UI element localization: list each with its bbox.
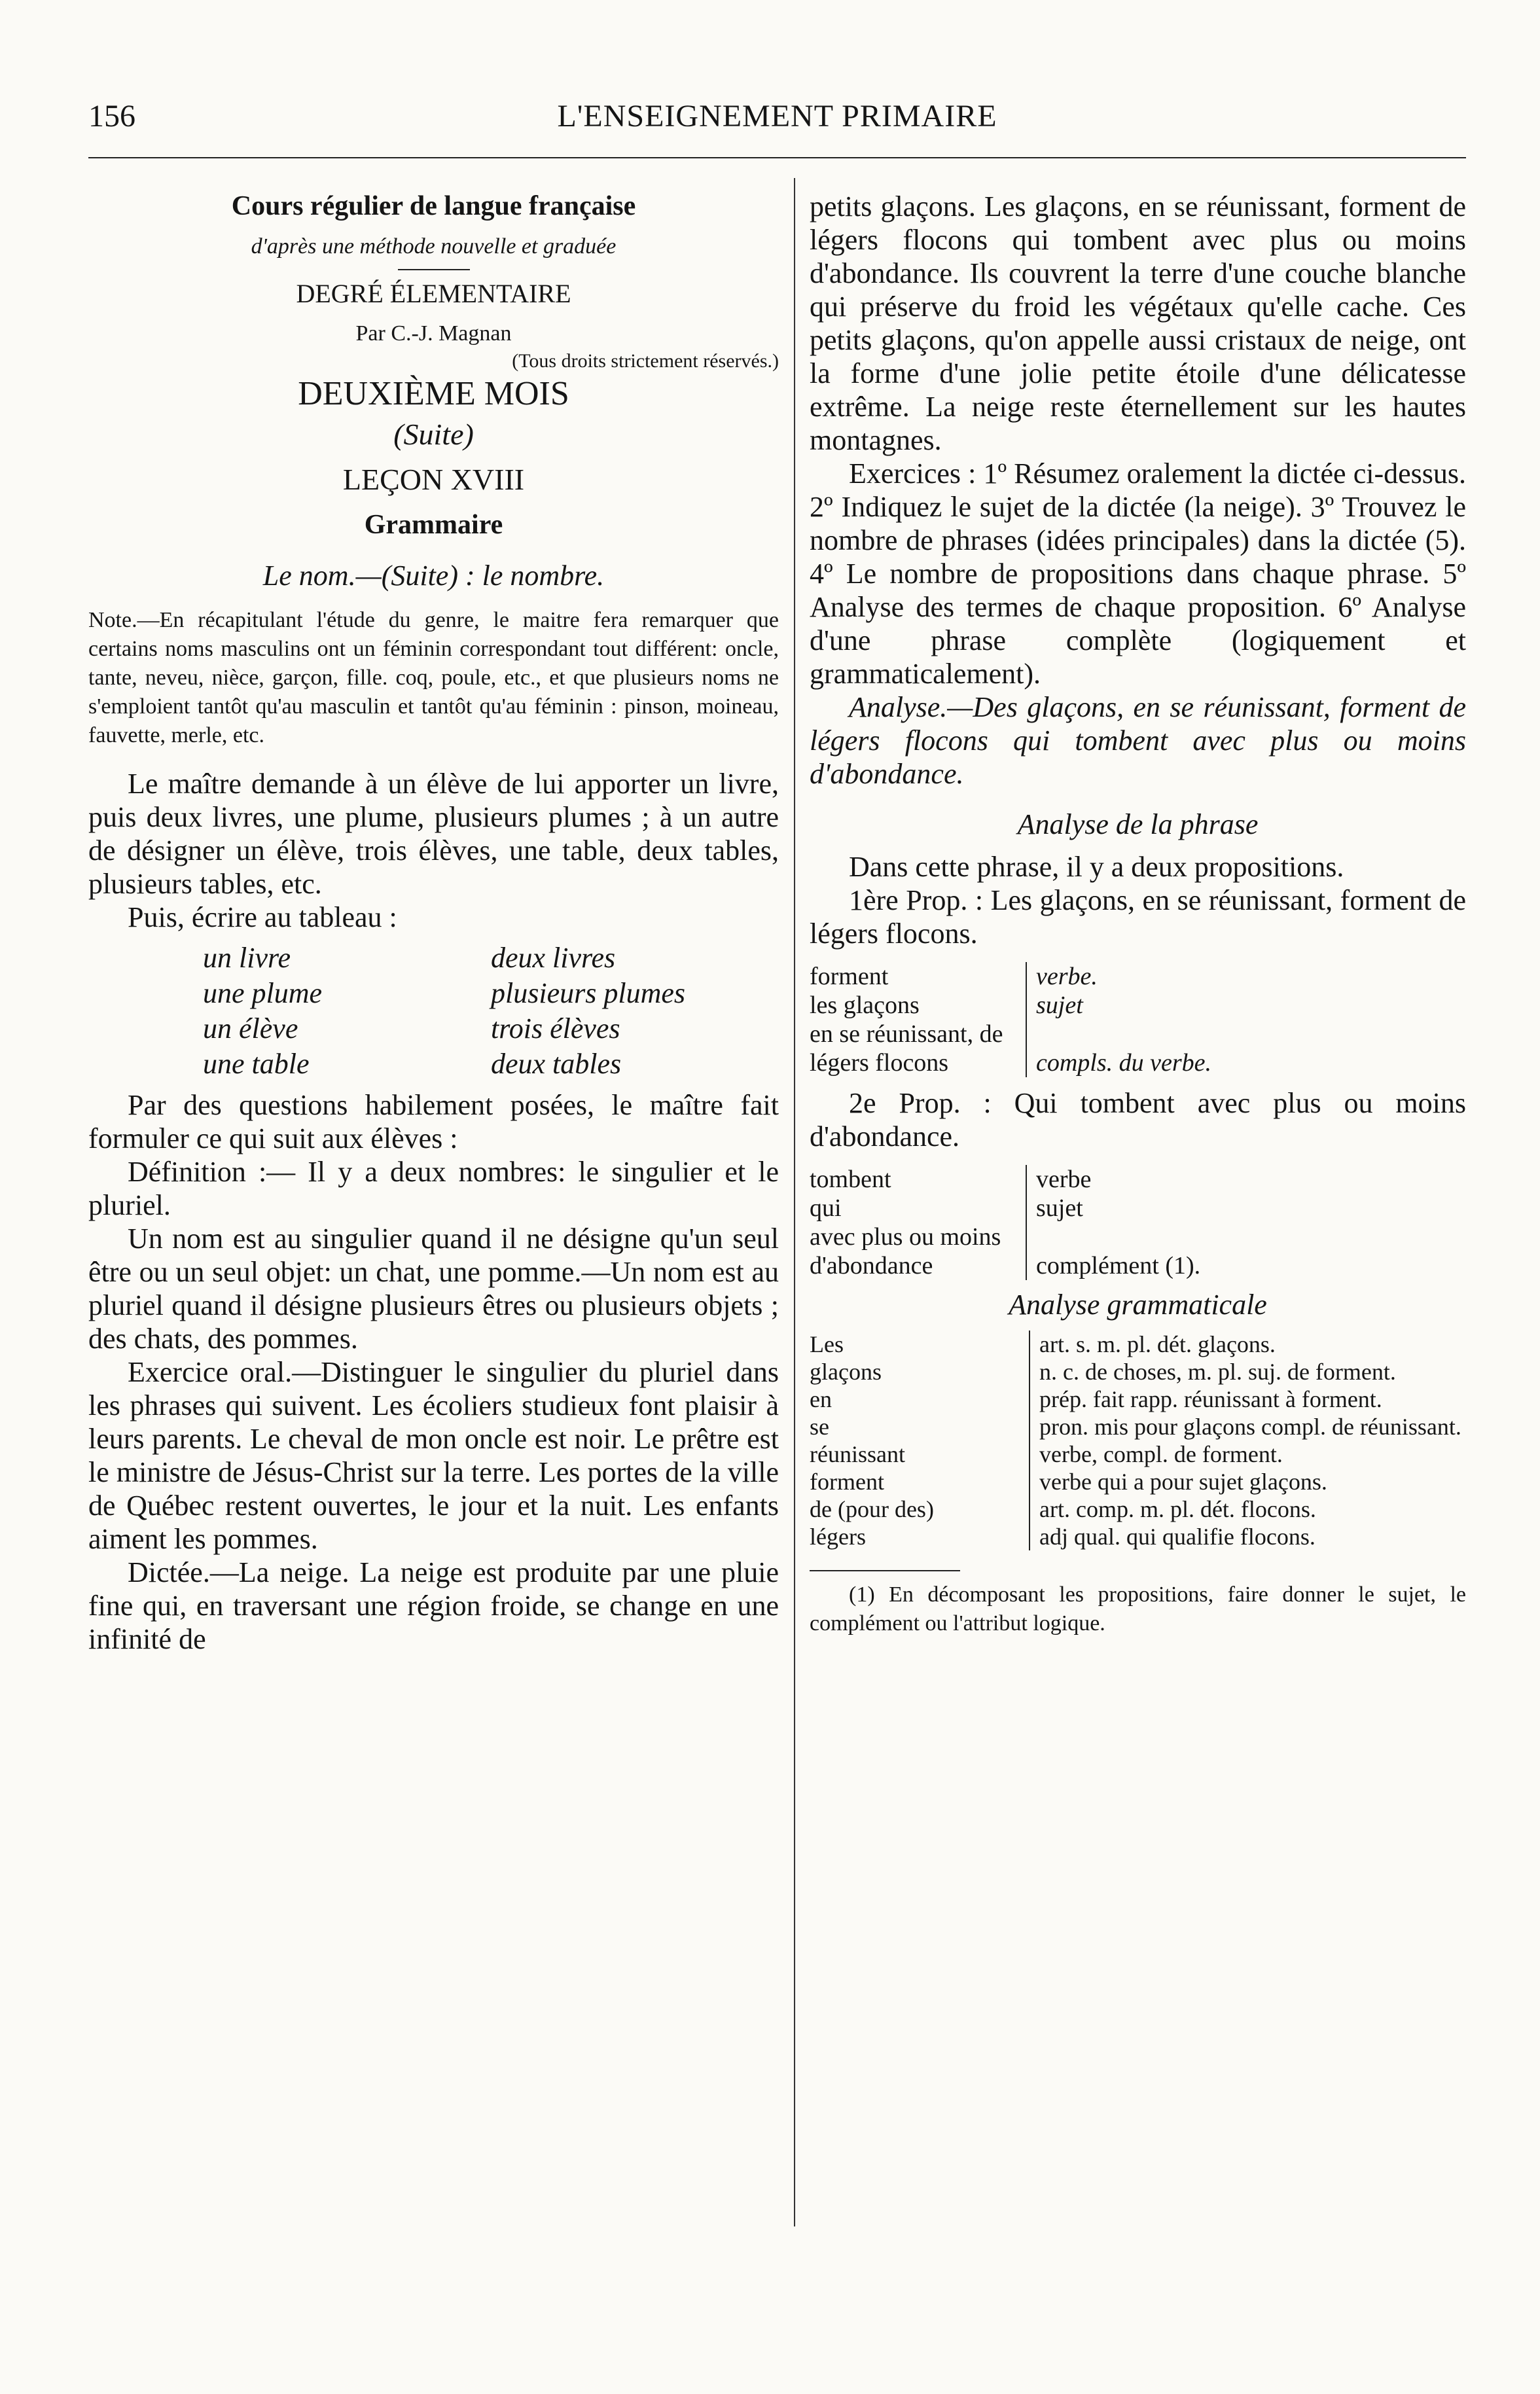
section-heading: Grammaire (364, 510, 503, 540)
table-cell: prép. fait rapp. réunissant à forment. (1029, 1385, 1466, 1413)
table-cell: tombent (810, 1166, 891, 1193)
proposition-1: 1ère Prop. : Les glaçons, en se réunissant, forment de légers flocons. (810, 884, 1466, 950)
board-item: trois élèves (491, 1012, 620, 1045)
table-cell: compls. du verbe. (1026, 1020, 1466, 1077)
table-cell: en se réunissant, de légers flocons (810, 1020, 1003, 1077)
phrase-analysis-title: Analyse de la phrase (1017, 808, 1259, 840)
table-cell: légers (810, 1524, 866, 1550)
right-column (810, 190, 1466, 1638)
board-item: une table (203, 1048, 310, 1080)
paragraph-4: Un nom est au singulier quand il ne désigne qu'un seul être ou un seul objet: un chat, une pomme.—Un nom est au pluriel quand il désigne plusieurs êtres ou plusieurs objets ; des chats, des pommes. (88, 1223, 779, 1355)
lesson-topic: Le nom.—(Suite) : le nombre. (262, 560, 605, 592)
paragraph-1: Le maître demande à un élève de lui apporter un livre, puis deux livres, une plume, plusieurs plumes ; à un autre de désigner un élève, trois élèves, une table, deux tables, plusieurs tables, etc. (88, 768, 779, 900)
page-number: 156 (88, 99, 135, 134)
left-column (88, 190, 779, 1656)
table-cell: n. c. de choses, m. pl. suj. de forment. (1029, 1358, 1466, 1385)
dictation-continued: petits glaçons. Les glaçons, en se réunissant, forment de légers flocons qui tombent avec plus ou moins d'abondance. Ils couvrent la terre d'une couche blanche qui préserve du froid les végétaux qu'elle cache. Ces petits glaçons, qu'on appelle aussi cristaux de neige, ont la forme d'une jolie petite étoile d'une délicatesse extrême. La neige reste éternellement sur les hautes montagnes. (810, 190, 1466, 456)
table-cell: adj qual. qui qualifie flocons. (1029, 1523, 1466, 1550)
title-rule (398, 269, 470, 270)
table-cell: pron. mis pour glaçons compl. de réunissant. (1029, 1413, 1466, 1440)
grammatical-analysis-title: Analyse grammaticale (1009, 1289, 1267, 1321)
lesson-heading: LEÇON XVIII (342, 463, 525, 496)
month-heading: DEUXIÈME MOIS (298, 375, 569, 412)
table-cell: forment (810, 963, 889, 990)
course-title: Cours régulier de langue française (231, 191, 636, 221)
footnote: (1) En décomposant les propositions, faire donner le sujet, le complément ou l'attribut logique. (810, 1582, 1466, 1635)
table-cell: avec plus ou moins d'abondance (810, 1223, 1001, 1279)
oral-exercise: Exercice oral.—Distinguer le singulier du pluriel dans les phrases qui suivent. Les écoliers studieux font plaisir à leurs parents. Le cheval de mon oncle est noir. Le prêtre est le ministre de Jésus-Christ sur la terre. Les portes de la ville de Québec restent ouvertes, le jour et la nuit. Les enfants aiment les pommes. (88, 1356, 779, 1555)
paragraph-2: Puis, écrire au tableau : (128, 901, 397, 933)
proposition-2: 2e Prop. : Qui tombent avec plus ou moins d'abondance. (810, 1087, 1466, 1152)
table-cell: art. s. m. pl. dét. glaçons. (1029, 1331, 1466, 1358)
table-cell: verbe, compl. de forment. (1029, 1440, 1466, 1468)
board-item: un élève (203, 1012, 298, 1045)
table-cell: les glaçons (810, 992, 920, 1019)
table-cell: complément (1). (1026, 1223, 1466, 1280)
table-cell: en (810, 1386, 832, 1412)
running-title: L'ENSEIGNEMENT PRIMAIRE (557, 99, 997, 134)
footnote-rule (810, 1570, 960, 1571)
table-cell: se (810, 1414, 829, 1440)
table-cell: sujet (1026, 991, 1466, 1020)
exercises: Exercices : 1º Résumez oralement la dictée ci-dessus. 2º Indiquez le sujet de la dictée (la neige). 3º Trouvez le nombre de phrases (idées principales) dans la dictée (5). 4º Le nombre de propositions dans chaque phrase. 5º Analyse des termes de chaque proposition. 6º Analyse d'une phrase complète (logiquement et grammaticalement). (810, 457, 1466, 690)
board-item: un livre (203, 942, 291, 974)
dictation: Dictée.—La neige. La neige est produite par une pluie fine qui, en traversant une région froide, se change en une infinité de (88, 1556, 779, 1655)
table-cell: art. comp. m. pl. dét. flocons. (1029, 1495, 1466, 1523)
author: Par C.-J. Magnan (355, 321, 512, 346)
table-cell: forment (810, 1469, 884, 1495)
rights-notice: (Tous droits strictement réservés.) (512, 350, 779, 372)
course-subtitle: d'après une méthode nouvelle et graduée (251, 234, 617, 259)
table-cell: verbe qui a pour sujet glaçons. (1029, 1468, 1466, 1495)
board-item: deux livres (491, 942, 616, 974)
table-cell: Les (810, 1331, 844, 1357)
table-cell: verbe (1026, 1165, 1466, 1194)
degree: DEGRÉ ÉLEMENTAIRE (296, 279, 571, 308)
proposition-2-table (810, 1165, 1466, 1280)
header-rule (88, 157, 1466, 158)
table-cell: réunissant (810, 1441, 905, 1467)
teacher-note: Note.—En récapitulant l'étude du genre, le maitre fera remarquer que certains noms masculins ont un féminin correspondant tout différent: oncle, tante, neveu, nièce, garçon, fille. coq, poule, etc., et que plusieurs noms ne s'emploient tantôt qu'au masculin et tantôt qu'au féminin : pinson, moineau, fauvette, merle, etc. (88, 608, 779, 747)
phrase-intro: Dans cette phrase, il y a deux propositions. (849, 851, 1344, 883)
proposition-1-table (810, 962, 1466, 1077)
suite-label: (Suite) (393, 418, 474, 451)
board-list (203, 940, 779, 1082)
table-cell: verbe. (1026, 962, 1466, 991)
definition: Définition :— Il y a deux nombres: le singulier et le pluriel. (88, 1156, 779, 1221)
board-item: une plume (203, 977, 323, 1009)
grammatical-analysis-table (810, 1331, 1466, 1550)
table-cell: sujet (1026, 1194, 1466, 1223)
table-cell: qui (810, 1194, 842, 1222)
paragraph-3: Par des questions habilement posées, le maître fait formuler ce qui suit aux élèves : (88, 1089, 779, 1154)
analysis-sentence: Analyse.—Des glaçons, en se réunissant, forment de légers flocons qui tombent avec plus ou moins d'abondance. (810, 691, 1466, 790)
page-header (88, 98, 1466, 144)
board-item: deux tables (491, 1048, 622, 1080)
table-cell: glaçons (810, 1359, 882, 1385)
board-item: plusieurs plumes (491, 977, 685, 1009)
column-divider (794, 178, 795, 2226)
table-cell: de (pour des) (810, 1496, 934, 1522)
